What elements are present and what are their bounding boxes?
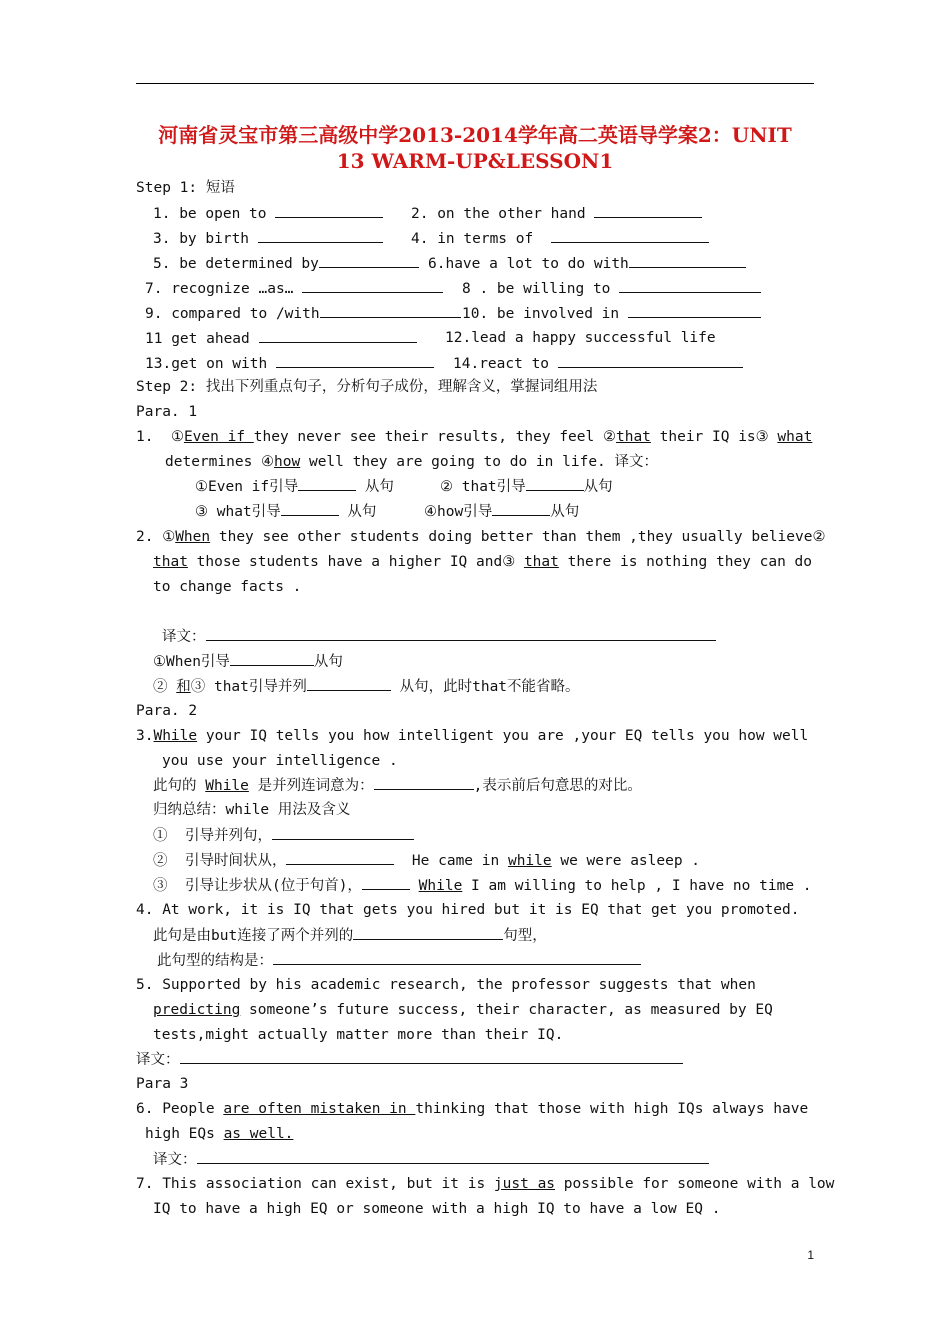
phrase-4: 4. in terms of bbox=[411, 228, 709, 249]
sentence-1-clause-1: ①Even if引导 从句 bbox=[195, 476, 394, 497]
sentence-2-translation: 译文： bbox=[162, 626, 716, 647]
phrase-13: 13.get on with bbox=[145, 353, 434, 374]
sentence-6-line-1: 6. People are often mistaken in thinking that those with high IQs always have bbox=[136, 1101, 809, 1117]
sentence-5-translation: 译文： bbox=[136, 1049, 683, 1070]
phrase-3: 3. by birth bbox=[153, 228, 383, 249]
sentence-2-clause-2: ② 和③ that引导并列 从句，此时that不能省略。 bbox=[153, 676, 580, 697]
phrase-2: 2. on the other hand bbox=[411, 203, 702, 224]
sentence-2-line-3: to change facts . bbox=[153, 579, 302, 595]
phrase-7: 7. recognize …as… bbox=[145, 278, 443, 299]
phrase-14: 14.react to bbox=[453, 353, 743, 374]
phrase-8: 8 . be willing to bbox=[462, 278, 761, 299]
phrase-6: 6.have a lot to do with bbox=[428, 253, 746, 274]
sentence-1-line-2: determines ④how well they are going to do in life. 译文： bbox=[165, 454, 659, 470]
phrase-11: 11 get ahead bbox=[145, 328, 417, 349]
header-rule bbox=[136, 83, 814, 84]
title-line-1: 河南省灵宝市第三高级中学2013-2014学年高二英语导学案2：UNIT bbox=[158, 123, 792, 147]
phrase-10: 10. be involved in bbox=[462, 303, 761, 324]
sentence-5-line-1: 5. Supported by his academic research, the professor suggests that when bbox=[136, 977, 756, 993]
sentence-4-line-1: 4. At work, it is IQ that gets you hired but it is EQ that get you promoted. bbox=[136, 902, 800, 918]
para2-label: Para. 2 bbox=[136, 703, 198, 719]
document-title bbox=[136, 122, 814, 174]
para3-label: Para 3 bbox=[136, 1076, 189, 1092]
step1-heading: Step 1: 短语 bbox=[136, 180, 235, 196]
para1-label: Para. 1 bbox=[136, 404, 198, 420]
sentence-3-line-2: you use your intelligence . bbox=[162, 753, 398, 769]
sentence-1-clause-2: ② that引导 从句 bbox=[440, 476, 613, 497]
sentence-7-line-2: IQ to have a high EQ or someone with a high IQ to have a low EQ . bbox=[153, 1201, 721, 1217]
phrase-5: 5. be determined by bbox=[153, 253, 419, 274]
while-usage-3: ③ 引导让步状从(位于句首)， While I am willing to help , I have no time . bbox=[153, 875, 812, 896]
sentence-4-question-2: 此句型的结构是： bbox=[157, 950, 641, 971]
sentence-6-translation: 译文： bbox=[153, 1149, 709, 1170]
sentence-4-question-1: 此句是由but连接了两个并列的 句型， bbox=[153, 925, 547, 946]
sentence-6-line-2: high EQs as well. bbox=[145, 1126, 294, 1142]
sentence-1-clause-3: ③ what引导 从句 bbox=[195, 501, 376, 522]
phrase-9: 9. compared to /with bbox=[145, 303, 461, 324]
sentence-1-clause-4: ④how引导 从句 bbox=[424, 501, 579, 522]
page-number: 1 bbox=[807, 1248, 814, 1262]
sentence-3-question: 此句的 While 是并列连词意为： ,表示前后句意思的对比。 bbox=[153, 775, 642, 796]
while-summary: 归纳总结：while 用法及含义 bbox=[153, 802, 351, 818]
sentence-7-line-1: 7. This association can exist, but it is just as possible for someone with a low bbox=[136, 1176, 835, 1192]
sentence-1-line-1: 1. ①Even if they never see their results, they feel ②that their IQ is③ what bbox=[136, 429, 813, 445]
sentence-5-line-3: tests,might actually matter more than their IQ. bbox=[153, 1027, 564, 1043]
title-line-2: 13 WARM-UP&LESSON1 bbox=[336, 149, 614, 173]
sentence-2-clause-1: ①When引导 从句 bbox=[153, 651, 343, 672]
sentence-5-line-2: predicting someone’s future success, their character, as measured by EQ bbox=[153, 1002, 773, 1018]
sentence-2-line-1: 2. ①When they see other students doing better than them ,they usually believe② bbox=[136, 529, 826, 545]
phrase-12: 12.lead a happy successful life bbox=[445, 330, 716, 346]
phrase-1: 1. be open to bbox=[153, 203, 383, 224]
step2-heading: Step 2: 找出下列重点句子，分析句子成份，理解含义，掌握词组用法 bbox=[136, 379, 598, 395]
sentence-3-line-1: 3.While your IQ tells you how intelligent you are ,your EQ tells you how well bbox=[136, 728, 809, 744]
sentence-2-line-2: that those students have a higher IQ and③ that there is nothing they can do bbox=[153, 554, 813, 570]
while-usage-2: ② 引导时间状从， He came in while we were asleep . bbox=[153, 850, 700, 871]
while-usage-1: ① 引导并列句， bbox=[153, 825, 414, 846]
